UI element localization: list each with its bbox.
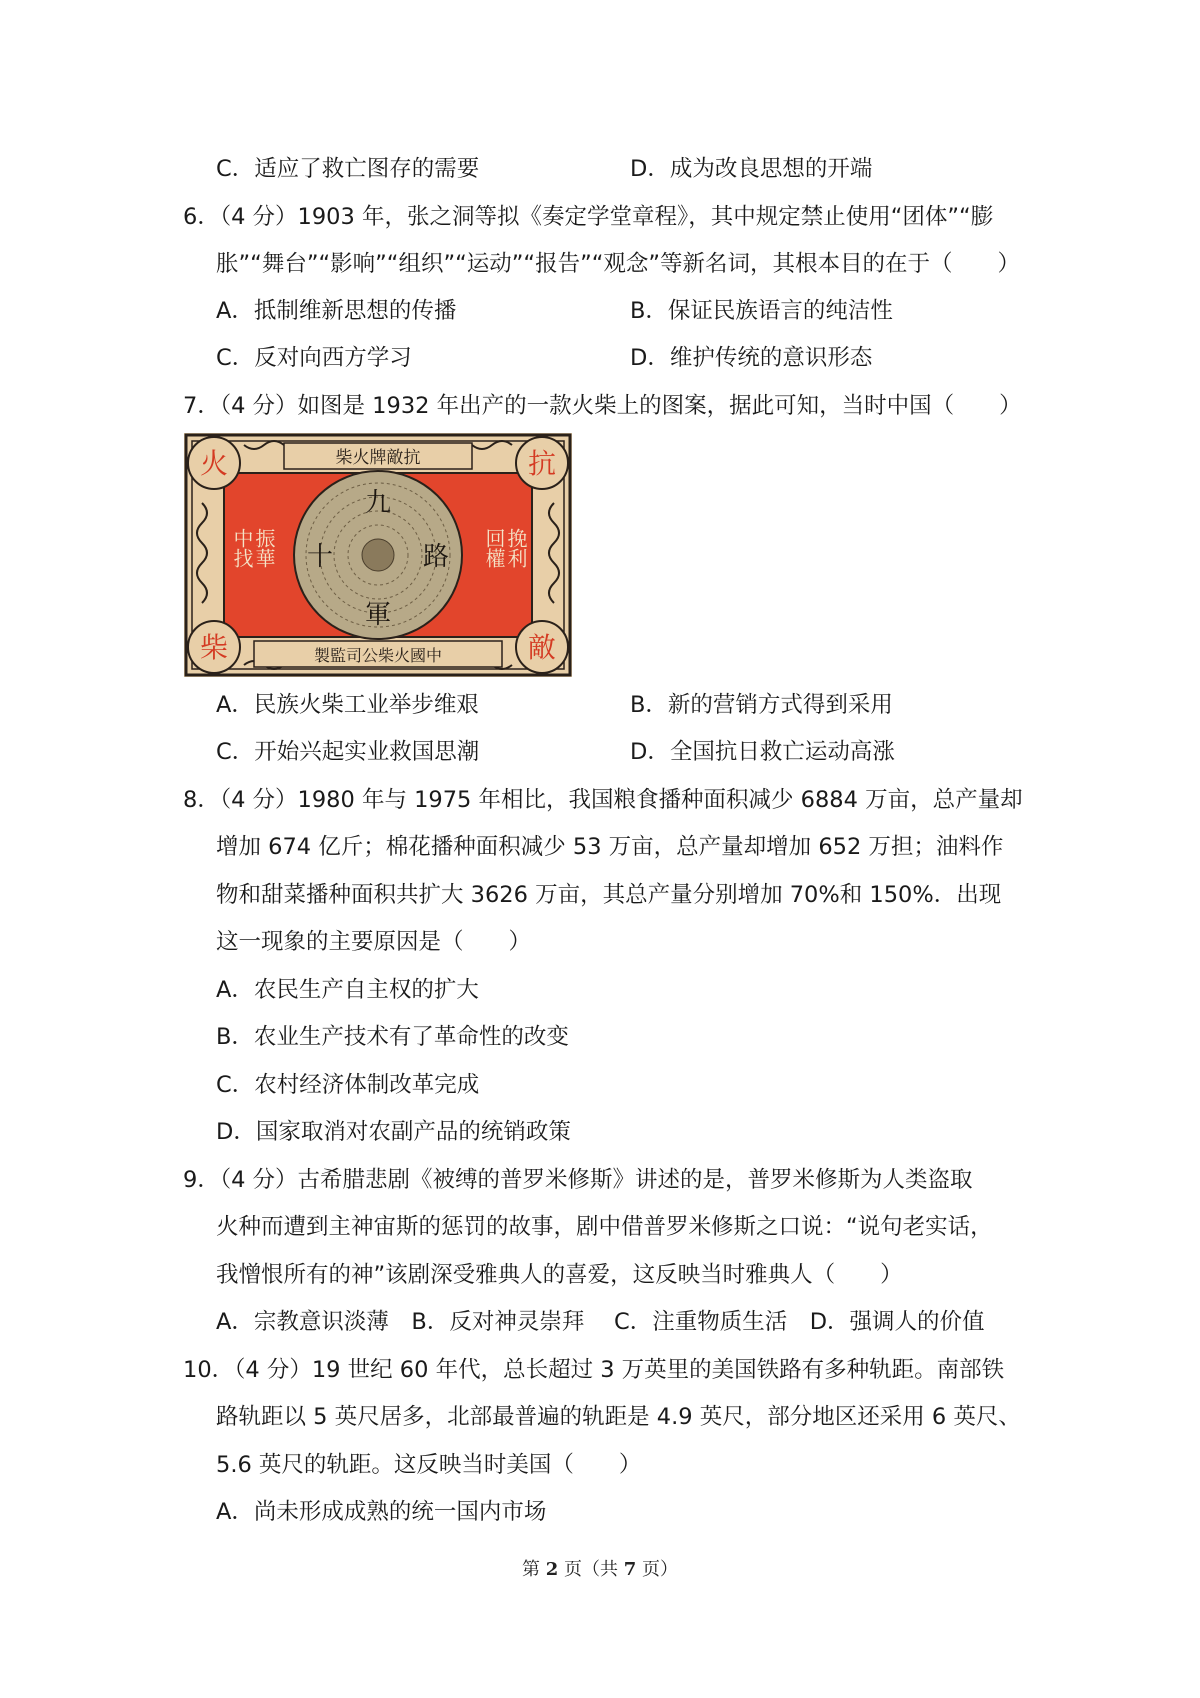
footer-total-pages: 7 — [623, 1559, 637, 1580]
q8-option-d: D．国家取消对农副产品的统销政策 — [216, 1119, 571, 1145]
matchbox-corner-bl: 柴 — [199, 631, 229, 664]
q9-stem-line-2: 火种而遭到主神宙斯的惩罚的故事，剧中借普罗米修斯之口说：“说句老实话， — [216, 1214, 993, 1240]
footer-page-number: 2 — [545, 1559, 559, 1580]
q7-option-d: D．全国抗日救亡运动高涨 — [630, 739, 895, 765]
footer-middle: 页（共 — [558, 1559, 624, 1580]
q8-option-a: A．农民生产自主权的扩大 — [216, 977, 479, 1003]
q6-stem-line-1: 6．（4 分）1903 年，张之洞等拟《奏定学堂章程》，其中规定禁止使用“团体”“膨 — [183, 204, 994, 230]
matchbox-left-text-2: 中找 — [230, 528, 254, 568]
q10-stem-line-1: 10．（4 分）19 世纪 60 年代，总长超过 3 万英里的美国铁路有多种轨距。南部铁 — [183, 1357, 1005, 1383]
matchbox-corner-tl: 火 — [199, 447, 229, 480]
matchbox-bottom-banner: 製監司公柴火國中 — [313, 646, 443, 665]
q6-option-a: A．抵制维新思想的传播 — [216, 298, 457, 324]
q7-stem-line-1: 7．（4 分）如图是 1932 年出产的一款火柴上的图案，据此可知，当时中国（ ） — [183, 393, 1022, 419]
q7-option-b: B．新的营销方式得到采用 — [630, 692, 893, 718]
q8-stem-line-1: 8．（4 分）1980 年与 1975 年相比，我国粮食播种面积减少 6884 万亩，总产量却 — [183, 787, 1023, 813]
footer-suffix: 页） — [636, 1559, 678, 1580]
matchbox-right-text-1: 挽利 — [504, 528, 528, 568]
matchbox-corner-tr: 抗 — [527, 447, 557, 480]
q10-option-a: A．尚未形成成熟的统一国内市场 — [216, 1499, 547, 1525]
q8-stem-line-3: 物和甜菜播种面积共扩大 3626 万亩，其总产量分别增加 70%和 150%．出现 — [216, 882, 1002, 908]
q8-stem-line-2: 增加 674 亿斤；棉花播种面积减少 53 万亩，总产量却增加 652 万担；油料作 — [216, 834, 1004, 860]
q7-option-a: A．民族火柴工业举步维艰 — [216, 692, 479, 718]
q6-option-b: B．保证民族语言的纯洁性 — [630, 298, 893, 324]
q8-option-b: B．农业生产技术有了革命性的改变 — [216, 1024, 569, 1050]
q7-option-c: C．开始兴起实业救国思潮 — [216, 739, 480, 765]
q9-stem-line-1: 9．（4 分）古希腊悲剧《被缚的普罗米修斯》讲述的是，普罗米修斯为人类盗取 — [183, 1167, 973, 1193]
q5-option-c: C．适应了救亡图存的需要 — [216, 156, 480, 182]
q9-stem-line-3: 我憎恨所有的神”该剧深受雅典人的喜爱，这反映当时雅典人（ ） — [216, 1262, 903, 1288]
q6-stem-line-2: 胀”“舞台”“影响”“组织”“运动”“报告”“观念”等新名词，其根本目的在于（ ） — [216, 251, 1021, 277]
matchbox-center-left: 十 — [306, 542, 334, 572]
q8-stem-line-4: 这一现象的主要原因是（ ） — [216, 929, 532, 955]
q6-option-d: D．维护传统的意识形态 — [630, 345, 873, 371]
matchbox-corner-br: 敵 — [527, 631, 557, 664]
matchbox-top-banner: 柴火牌敵抗 — [335, 448, 421, 468]
matchbox-center-top: 九 — [364, 488, 392, 518]
matchbox-left-text-1: 振華 — [252, 528, 276, 568]
q10-stem-line-3: 5.6 英尺的轨距。这反映当时美国（ ） — [216, 1452, 642, 1478]
q10-stem-line-2: 路轨距以 5 英尺居多，北部最普遍的轨距是 4.9 英尺，部分地区还采用 6 英尺、 — [216, 1404, 1021, 1430]
q8-option-c: C．农村经济体制改革完成 — [216, 1072, 480, 1098]
q6-option-c: C．反对向西方学习 — [216, 345, 412, 371]
matchbox-right-text-2: 回權 — [482, 528, 506, 568]
matchbox-center-bottom: 軍 — [364, 600, 392, 630]
footer-prefix: 第 — [522, 1559, 546, 1580]
matchbox-label-image — [184, 433, 572, 677]
q5-option-d: D．成为改良思想的开端 — [630, 156, 873, 182]
q9-options: A．宗教意识淡薄 B．反对神灵崇拜 C．注重物质生活 D．强调人的价值 — [216, 1309, 985, 1335]
matchbox-center-right: 路 — [422, 542, 450, 572]
page-footer — [0, 1555, 1200, 1581]
